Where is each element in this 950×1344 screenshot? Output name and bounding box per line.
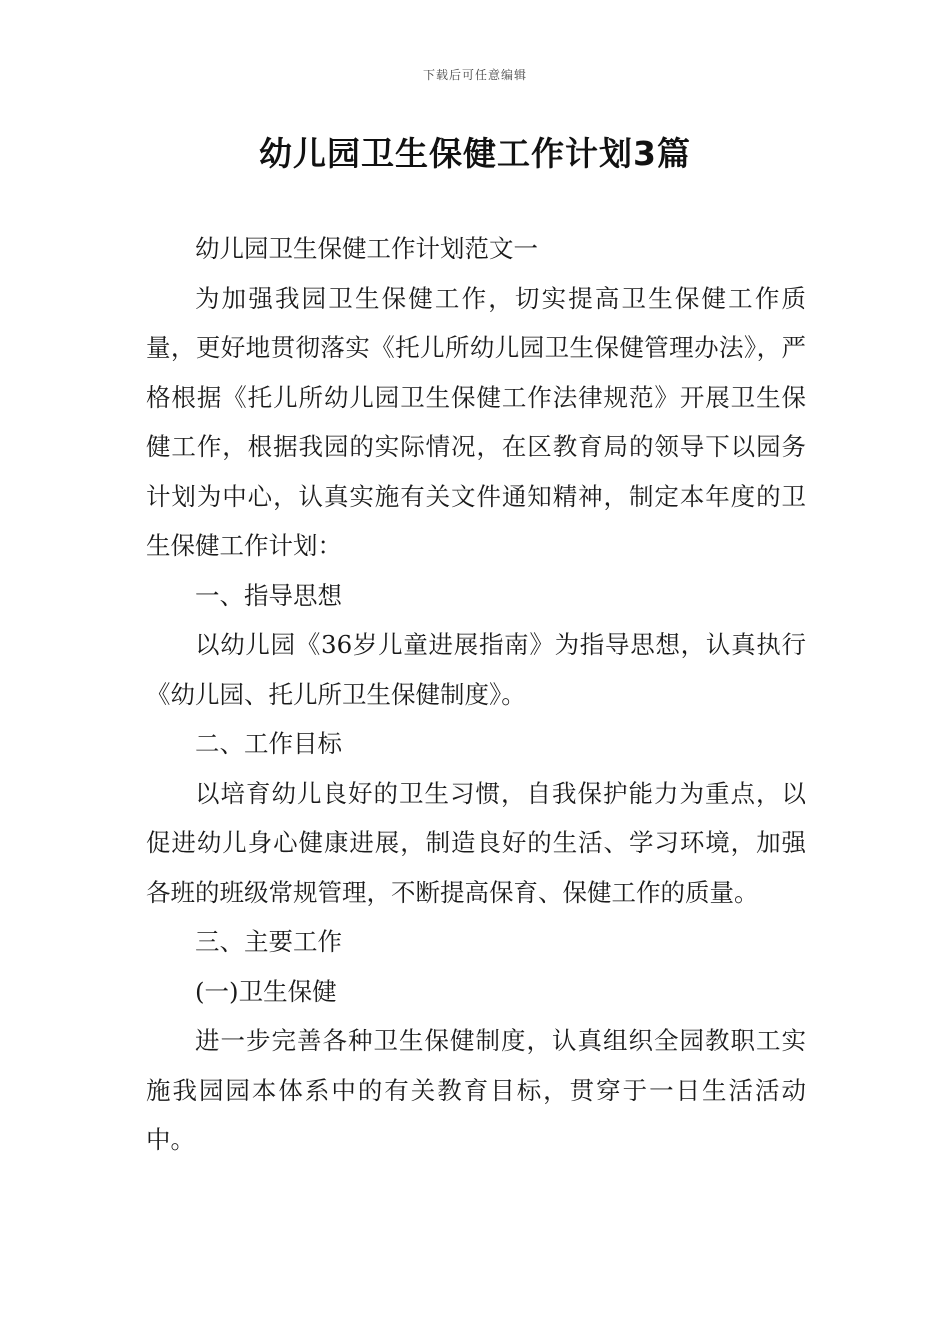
section-heading-work-goals: 二、工作目标 xyxy=(195,729,342,758)
section-heading-main-work: 三、主要工作 xyxy=(195,927,342,956)
subsection-heading-health-care: (一)卫生保健 xyxy=(195,976,337,1006)
section-heading-sample-one: 幼儿园卫生保健工作计划范文一 xyxy=(195,234,538,263)
document-body xyxy=(146,224,806,1165)
section-heading-guiding-ideology: 一、指导思想 xyxy=(195,580,342,610)
guiding-ideology-paragraph: 以幼儿园《36岁儿童进展指南》为指导思想，认真执行《幼儿园、托儿所卫生保健制度》。 xyxy=(146,630,806,709)
document-title: 幼儿园卫生保健工作计划3篇 xyxy=(259,134,691,173)
health-care-paragraph: 进一步完善各种卫生保健制度，认真组织全园教职工实施我园园本体系中的有关教育目标，贯穿于一日生活活动中。 xyxy=(146,1026,806,1154)
work-goals-paragraph: 以培育幼儿良好的卫生习惯，自我保护能力为重点，以促进幼儿身心健康进展，制造良好的生活、学习环境，加强各班的班级常规管理，不断提高保育、保健工作的质量。 xyxy=(146,778,806,907)
intro-paragraph: 为加强我园卫生保健工作，切实提高卫生保健工作质量，更好地贯彻落实《托儿所幼儿园卫生保健管理办法》，严格根据《托儿所幼儿园卫生保健工作法律规范》开展卫生保健工作，根据我园的实际情况，在区教育局的领导下以园务计划为中心，认真实施有关文件通知精神，制定本年度的卫生保健工作计划： xyxy=(146,283,806,560)
header-note: 下载后可任意编辑 xyxy=(422,68,527,82)
